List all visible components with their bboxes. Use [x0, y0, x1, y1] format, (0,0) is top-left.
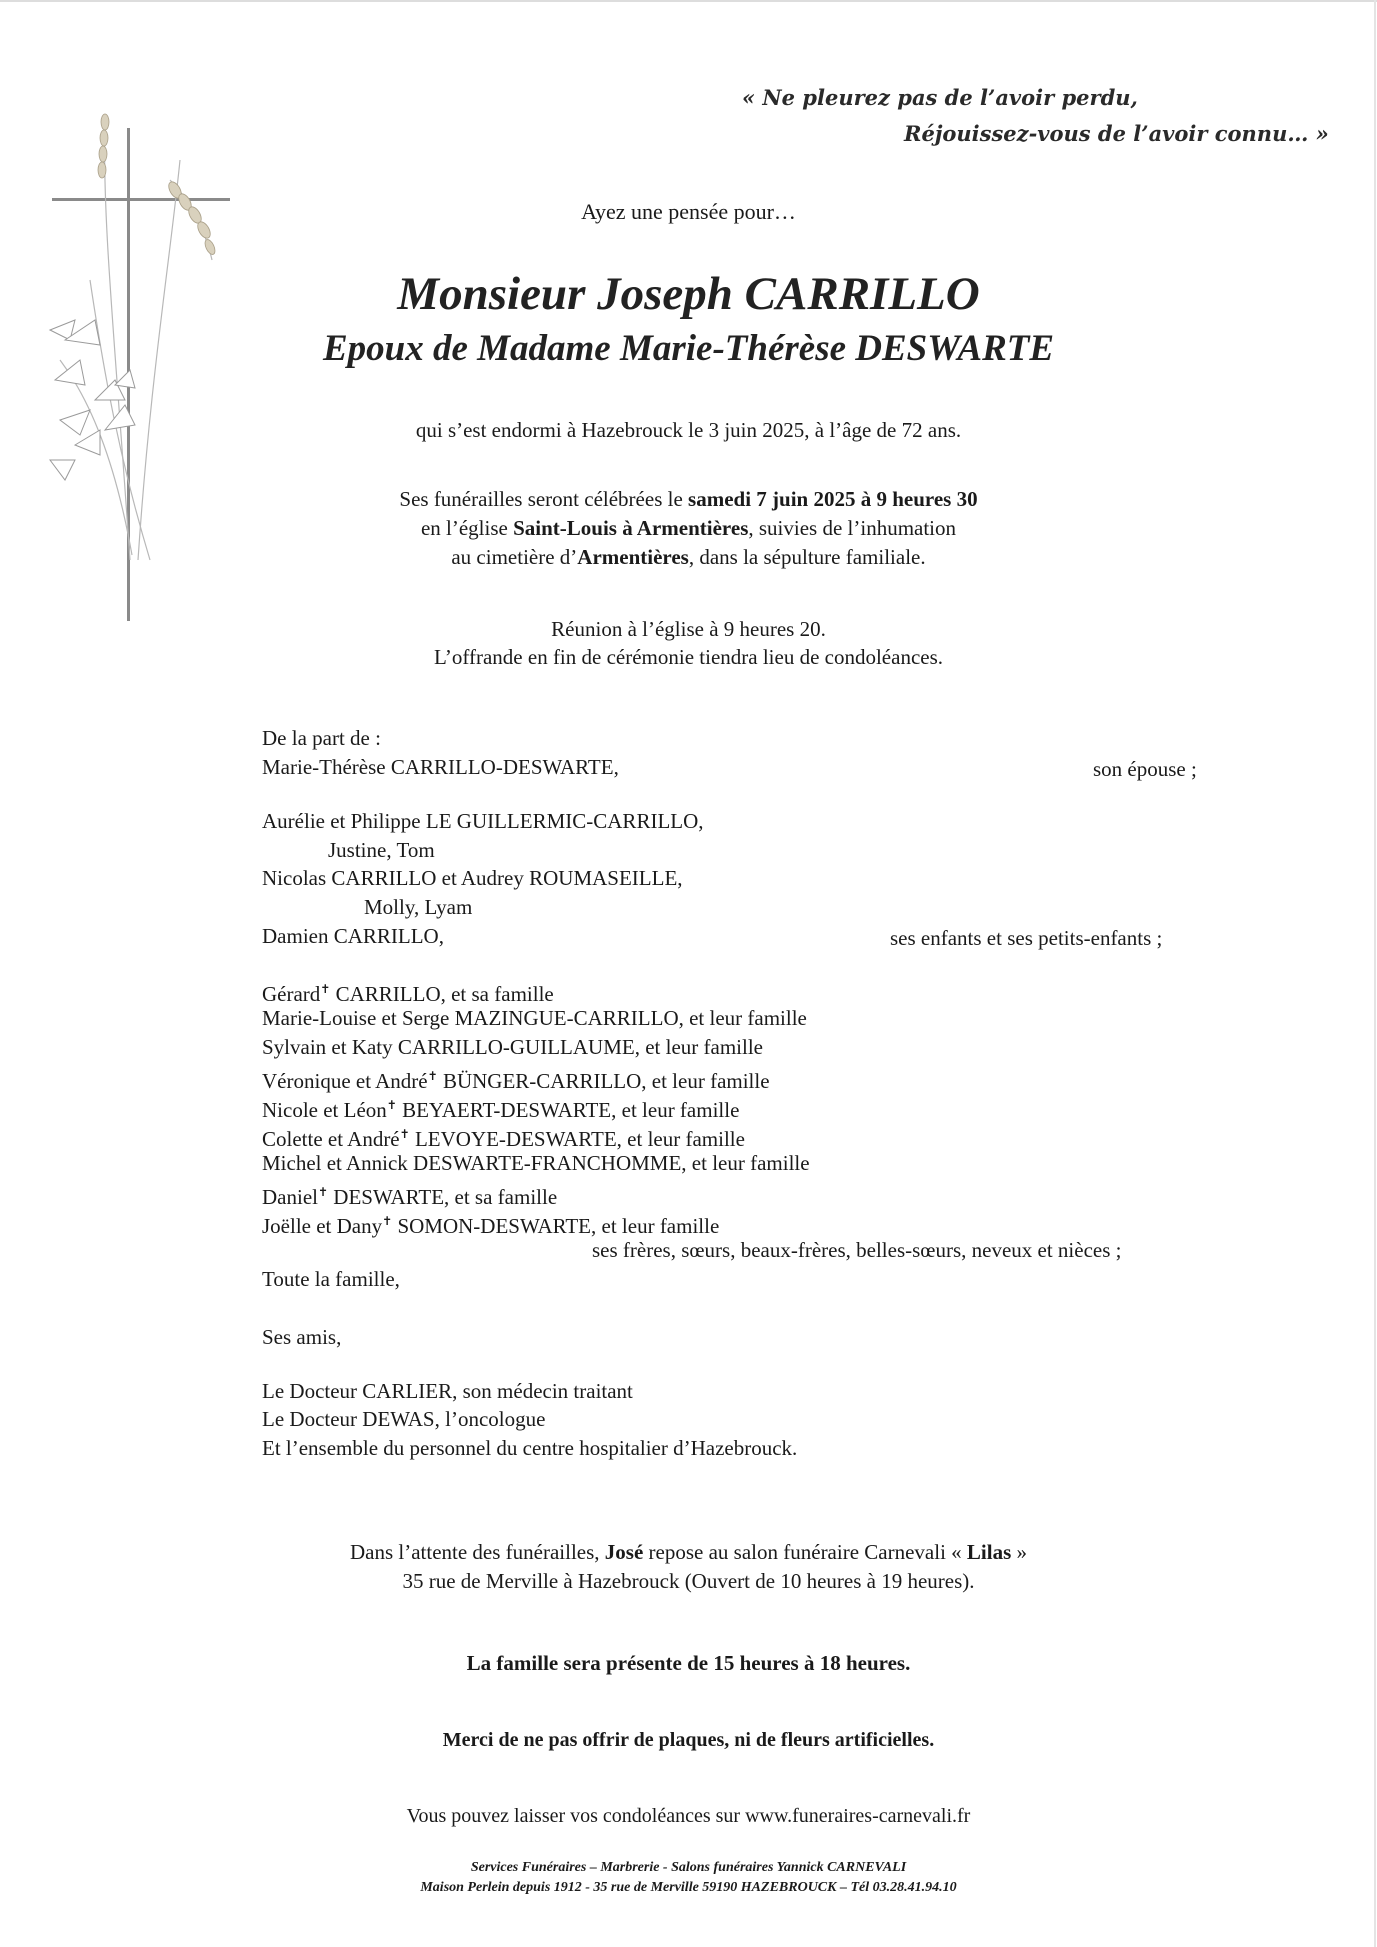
epigraph-line-1: « Ne pleurez pas de l’avoir perdu, [742, 85, 1138, 110]
child-line: Aurélie et Philippe LE GUILLERMIC-CARRILLO, [262, 809, 704, 833]
siblings-relation: ses frères, sœurs, beaux-frères, belles-sœurs, neveux et nièces ; [592, 1238, 1122, 1262]
children-relation: ses enfants et ses petits-enfants ; [890, 926, 1163, 950]
spouse-name: Marie-Thérèse CARRILLO-DESWARTE, [262, 755, 619, 779]
meeting-line-1: Réunion à l’église à 9 heures 20. [551, 617, 826, 641]
child-line: Damien CARRILLO, [262, 924, 444, 948]
sibling-rest: BÜNGER-CARRILLO, et leur famille [437, 1069, 770, 1093]
sibling-line [262, 1149, 810, 1178]
funeral-line-1-text: Ses funérailles seront célébrées le [399, 487, 689, 511]
deceased-mark-icon: ✝ [427, 1069, 438, 1083]
spouse-relation: son épouse ; [1093, 757, 1197, 781]
wake-text-mid: repose au salon funéraire Carnevali « [643, 1540, 967, 1564]
sibling-rest: BEYAERT-DESWARTE, et leur famille [396, 1098, 740, 1122]
doctor-line: Le Docteur CARLIER, son médecin traitant [262, 1379, 633, 1403]
funeral-church: Saint-Louis à Armentières [513, 516, 749, 540]
sibling-name: Sylvain et Katy CARRILLO-GUILLAUME, et leur famille [262, 1035, 763, 1059]
sibling-line [262, 1004, 807, 1033]
funeral-line-3 [0, 543, 1377, 572]
deceased-mark-icon: ✝ [399, 1127, 410, 1141]
sibling-name: Colette et André [262, 1127, 400, 1151]
deceased-mark-icon: ✝ [317, 1185, 329, 1199]
sibling-rest: LEVOYE-DESWARTE, et leur famille [409, 1127, 745, 1151]
meeting-line-2: L’offrande en fin de cérémonie tiendra lieu de condoléances. [433, 645, 944, 669]
from-label: De la part de : [262, 726, 381, 750]
wake-text-end: » [1011, 1540, 1028, 1564]
doctor-line: Le Docteur DEWAS, l’oncologue [262, 1407, 546, 1431]
sibling-rest: CARRILLO, et sa famille [330, 982, 554, 1006]
deceased-mark-icon: ✝ [382, 1214, 393, 1228]
funeral-date: samedi 7 juin 2025 à 9 heures 30 [688, 487, 978, 511]
funeral-line-2-suffix: , suivies de l’inhumation [748, 516, 957, 540]
funeral-line-1 [0, 485, 1377, 514]
family-present-notice: La famille sera présente de 15 heures à 18 heures. [466, 1651, 911, 1675]
sibling-name: Michel et Annick DESWARTE-FRANCHOMME, et leur famille [262, 1151, 810, 1175]
top-border [0, 0, 1377, 2]
sibling-name: Joëlle et Dany [262, 1214, 383, 1238]
funeral-line-2-text: en l’église [420, 516, 514, 540]
sibling-name: Nicole et Léon [262, 1098, 387, 1122]
epigraph-line-2: Réjouissez-vous de l’avoir connu… » [904, 121, 1329, 146]
wake-line-1 [0, 1538, 1377, 1567]
friends-line: Ses amis, [262, 1325, 342, 1349]
hospital-staff-line: Et l’ensemble du personnel du centre hospitalier d’Hazebrouck. [262, 1436, 798, 1460]
funeral-cemetery: Armentières [577, 545, 689, 569]
sibling-name: Marie-Louise et Serge MAZINGUE-CARRILLO, et leur famille [262, 1006, 807, 1030]
grandchildren-line: Justine, Tom [328, 838, 435, 862]
deceased-mark-icon: ✝ [320, 982, 331, 996]
family-line: Toute la famille, [262, 1267, 400, 1291]
funeral-line-2 [0, 514, 1377, 543]
sibling-name: Daniel [262, 1185, 318, 1209]
sibling-line [262, 1033, 763, 1062]
wake-text: Dans l’attente des funérailles, [349, 1540, 605, 1564]
condolences-notice: Vous pouvez laisser vos condoléances sur www.funeraires-carnevali.fr [406, 1805, 971, 1827]
sibling-name: Véronique et André [262, 1069, 428, 1093]
funeral-line-3-suffix: , dans la sépulture familiale. [688, 545, 926, 569]
grandchildren-line: Molly, Lyam [364, 895, 473, 919]
wake-first-name: José [604, 1540, 644, 1564]
no-flowers-notice: Merci de ne pas offrir de plaques, ni de fleurs artificielles. [442, 1729, 935, 1751]
footer-line-2: Maison Perlein depuis 1912 - 35 rue de Merville 59190 HAZEBROUCK – Tél 03.28.41.94.10 [420, 1880, 957, 1895]
deceased-mark-icon: ✝ [386, 1098, 397, 1112]
intro-text: Ayez une pensée pour… [581, 199, 796, 224]
deceased-name: Monsieur Joseph CARRILLO [397, 268, 980, 320]
sibling-rest: SOMON-DESWARTE, et leur famille [392, 1214, 720, 1238]
wake-salon-name: Lilas [966, 1540, 1012, 1564]
wake-line-2: 35 rue de Merville à Hazebrouck (Ouvert de 10 heures à 19 heures). [402, 1569, 975, 1593]
spouse-line: Epoux de Madame Marie-Thérèse DESWARTE [322, 328, 1055, 369]
funeral-line-3-text: au cimetière d’ [451, 545, 578, 569]
sibling-name: Gérard [262, 982, 321, 1006]
child-line: Nicolas CARRILLO et Audrey ROUMASEILLE, [262, 866, 683, 890]
sibling-rest: DESWARTE, et sa famille [328, 1185, 558, 1209]
footer-line-1: Services Funéraires – Marbrerie - Salons funéraires Yannick CARNEVALI [470, 1860, 907, 1875]
death-notice: qui s’est endormi à Hazebrouck le 3 juin 2025, à l’âge de 72 ans. [415, 418, 962, 442]
